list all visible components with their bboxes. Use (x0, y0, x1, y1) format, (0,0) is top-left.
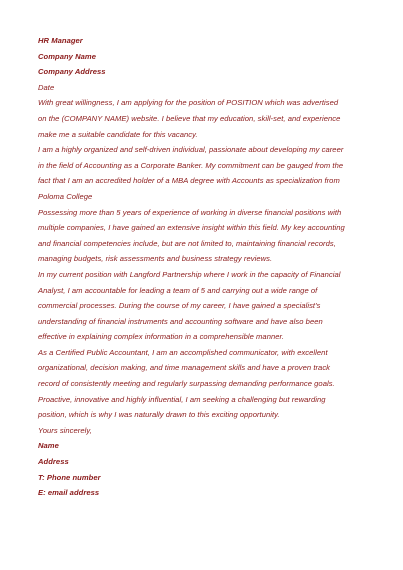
paragraph-current-position (38, 267, 368, 345)
paragraph-line: understanding of financial instruments and accounting software and have also been (38, 316, 323, 326)
letter-body (38, 33, 368, 501)
signature-phone: T: Phone number (38, 472, 101, 482)
paragraph-profile (38, 142, 368, 204)
signature-name: Name (38, 441, 59, 451)
paragraph-line: Proactive, innovative and highly influential, I am seeking a challenging but rewarding (38, 394, 326, 404)
paragraph-line: make me a suitable candidate for this vacancy. (38, 129, 198, 139)
paragraph-line: position, which is why I was naturally drawn to this exciting opportunity. (38, 410, 280, 420)
paragraph-line: in the field of Accounting as a Corporate Banker. My commitment can be gauged from the (38, 160, 344, 170)
recipient-line: HR Manager (38, 36, 83, 45)
paragraph-line: managing budgets, risk assessments and business strategy reviews. (38, 254, 273, 264)
paragraph-intro (38, 95, 368, 142)
paragraph-experience (38, 205, 368, 267)
paragraph-line: organizational, decision making, and time management skills and have a proven track (38, 363, 331, 373)
paragraph-motivation (38, 392, 368, 423)
paragraph-skills (38, 345, 368, 392)
paragraph-line: In my current position with Langford Partnership where I work in the capacity of Financial (38, 269, 341, 279)
paragraph-line: on the (COMPANY NAME) website. I believe that my education, skill-set, and experience (38, 113, 341, 123)
paragraph-line: Poloma College (38, 191, 93, 201)
signature-email: E: email address (38, 488, 100, 498)
paragraph-line: fact that I am an accredited holder of a MBA degree with Accounts as specialization from (38, 176, 340, 186)
paragraph-line: As a Certified Public Accountant, I am an accomplished communicator, with excellent (38, 347, 328, 357)
paragraph-line: and financial competencies include, but are not limited to, maintaining financial records, (38, 238, 336, 248)
paragraph-line: effective in explaining complex information in a comprehensible manner. (38, 332, 284, 342)
closing-line: Yours sincerely, (38, 425, 92, 435)
date-line: Date (38, 82, 55, 92)
paragraph-line: With great willingness, I am applying for the position of POSITION which was advertised (38, 98, 339, 108)
paragraph-line: Possessing more than 5 years of experience of working in diverse financial positions with (38, 207, 342, 217)
paragraph-line: record of consistently meeting and regularly surpassing demanding performance goals. (38, 379, 335, 389)
company-address-line: Company Address (38, 67, 106, 77)
paragraph-line: Analyst, I am accountable for leading a team of 5 and carrying out a wide range of (38, 285, 318, 295)
paragraph-line: I am a highly organized and self-driven individual, passionate about developing my career (38, 145, 344, 155)
company-name-line: Company Name (38, 51, 96, 61)
paragraph-line: multiple companies, I have gained an extensive insight within this field. My key accounting (38, 223, 345, 233)
signature-address: Address (38, 457, 69, 467)
paragraph-line: commercial processes. During the course of my career, I have gained a specialist's (38, 301, 321, 311)
